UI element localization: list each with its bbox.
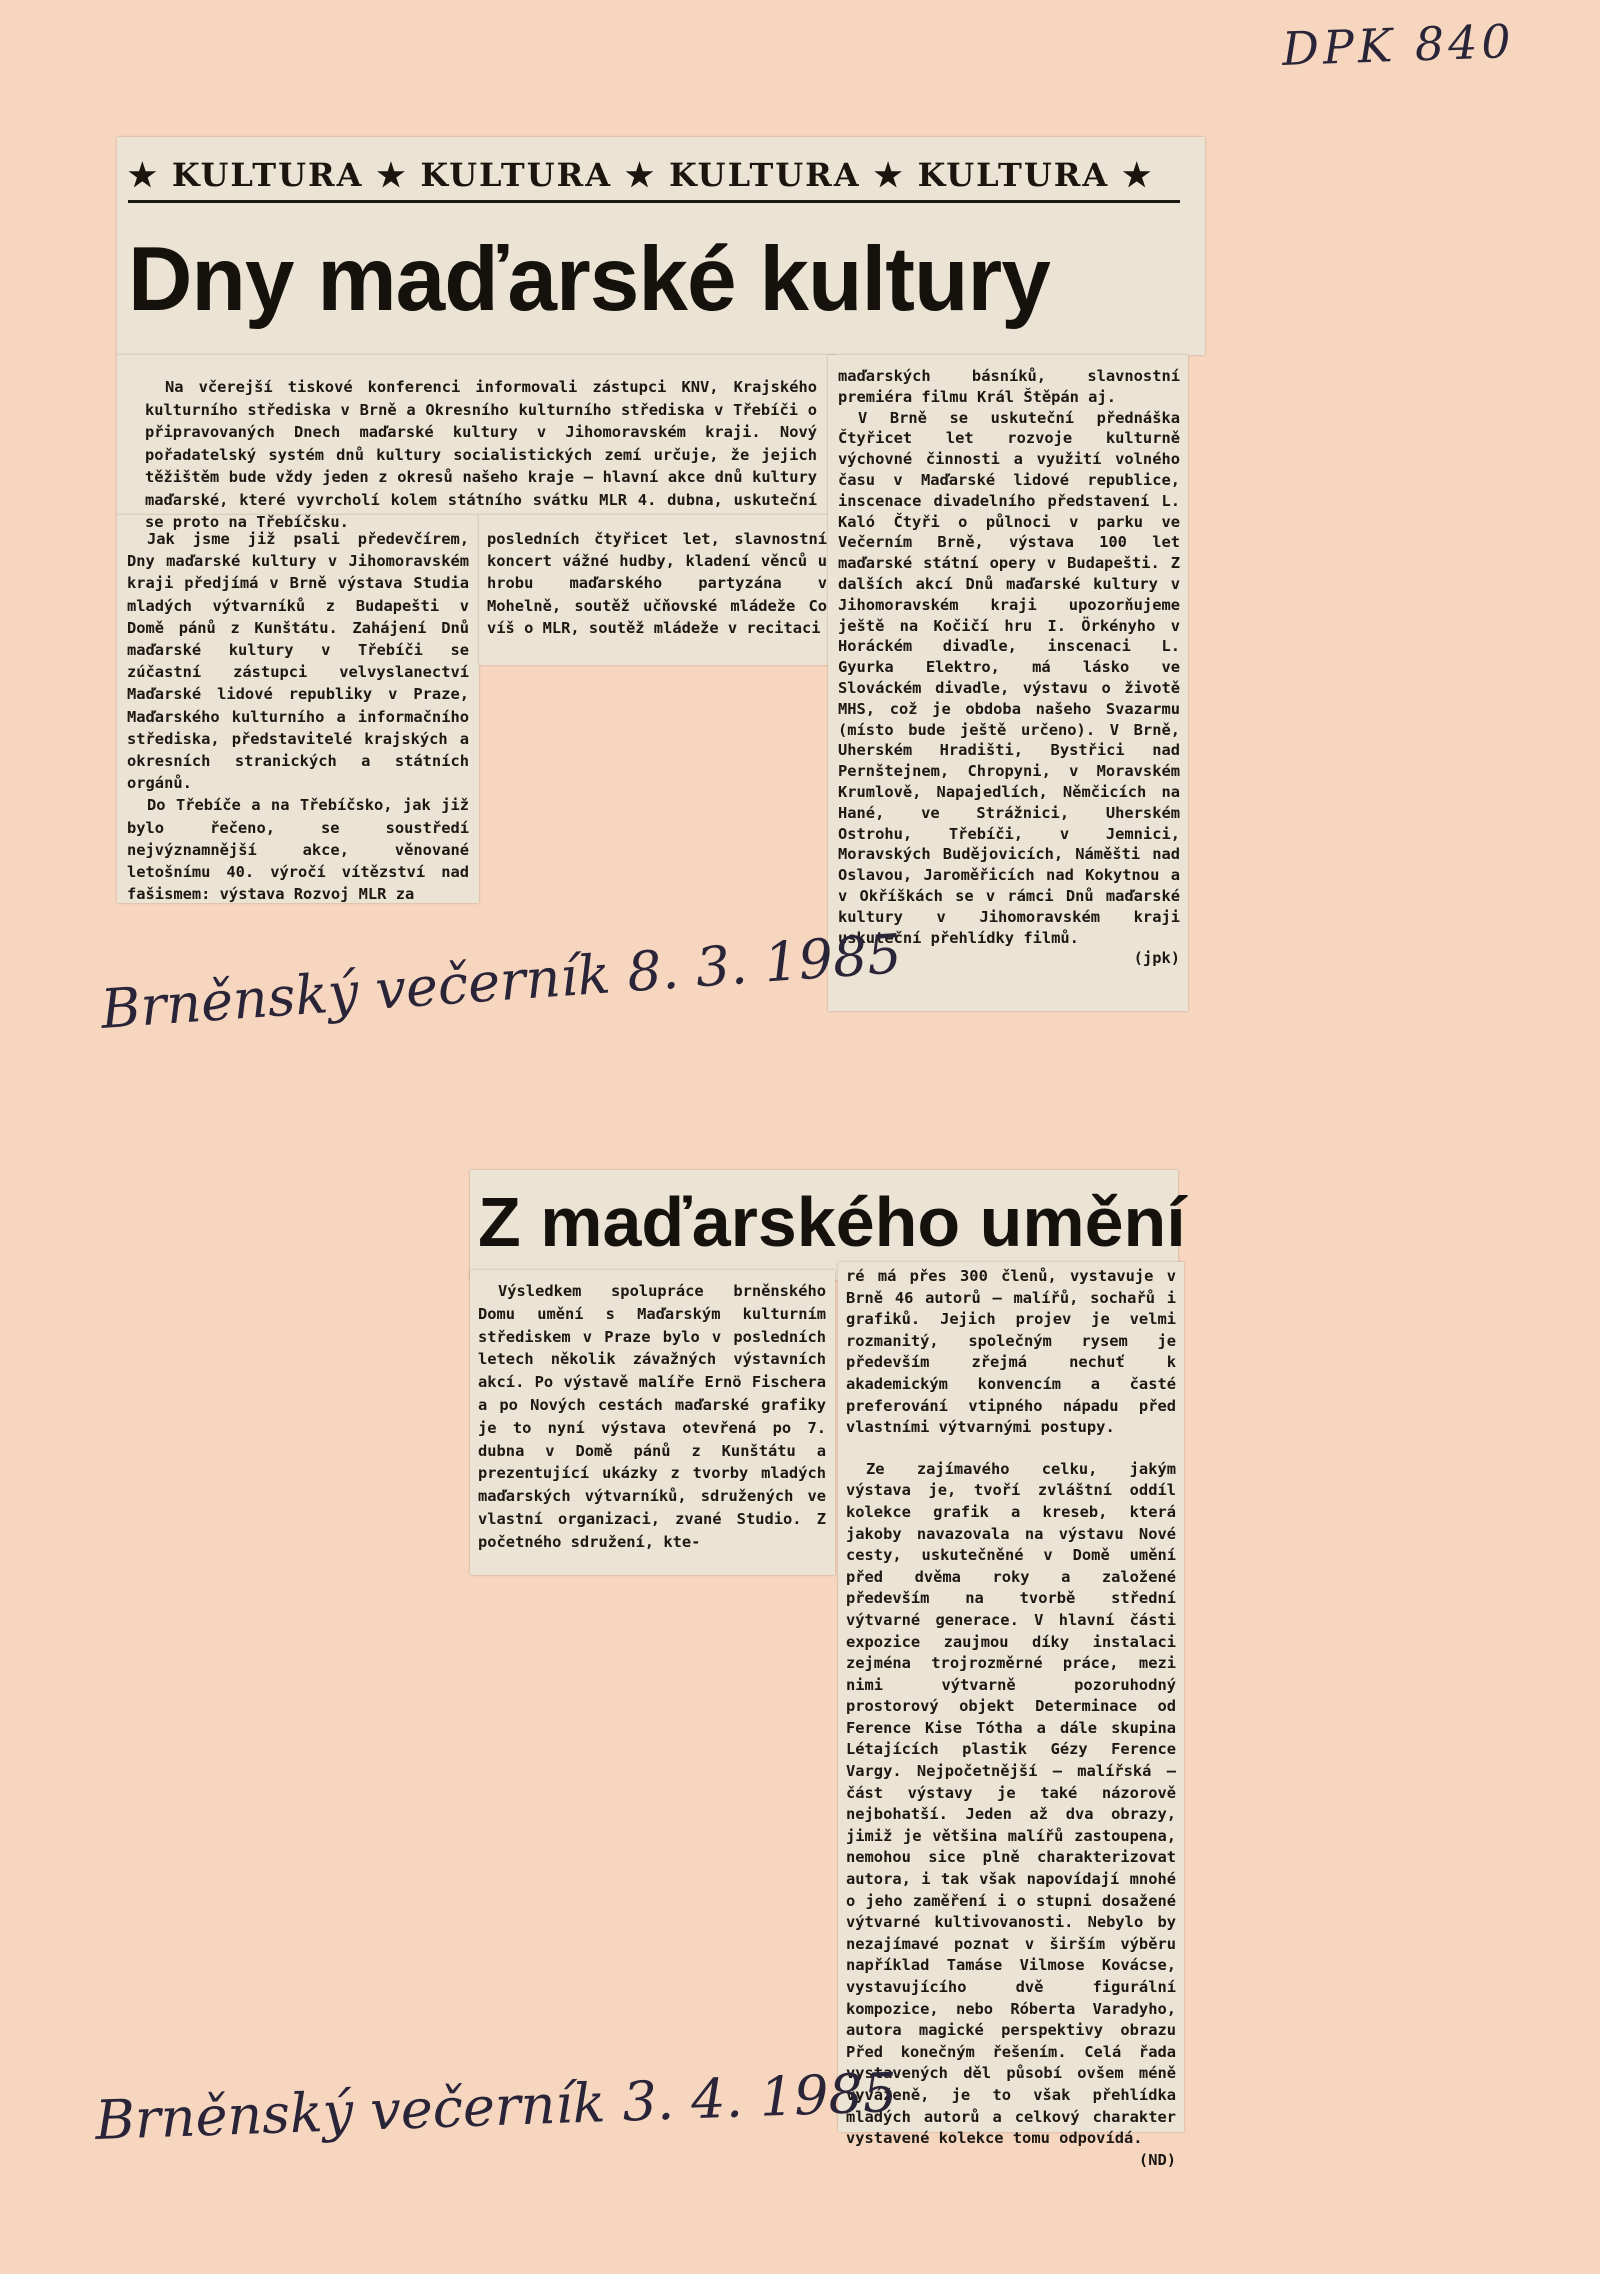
article1-right-column	[838, 366, 1180, 969]
article2-right-paragraph-2: Ze zajímavého celku, jakým výstava je, tvoří zvláštní oddíl kolekce grafik a kreseb, která jakoby navazovala na výstavu Nové cesty, uskutečněné v Domě umění před dvěma roky a založené především na tvorbě střední výtvarné generace. V hlavní části expozice zaujmou díky instalaci zejména trojrozměrné práce, mezi nimi výtvarně pozoruhodný prostorový objekt Determinace od Ference Kise Tótha a dále skupina Létajících plastik Gézy Ference Vargy. Nejpočetnější — malířská — část výstavy je také názorově nejbohatší. Jeden až dva obrazy, jimiž je většina malířů zastoupena, nemohou sice plně charakterizovat autora, i tak však napovídají mnohé o jeho zaměření i o stupni dosažené výtvarné kultivovanosti. Nebylo by nezajímavé poznat v širším výběru například Tamáse Vilmose Kovácse, vystavujícího dvě figurální kompozice, nebo Róberta Varadyho, autora magické perspektivy obrazu Před konečným řešením. Celá řada vystavených děl působí ovšem méně vyváženě, je to však přehlídka mladých autorů a celkový charakter vystavené kolekce tomu odpovídá.	[846, 1459, 1176, 2148]
article1-middle-column	[487, 528, 827, 639]
handwritten-source-note-2: Brněnský večerník 3. 4. 1985	[94, 2061, 899, 2152]
article1-signature: (jpk)	[1133, 949, 1180, 968]
handwritten-source-note-1: Brněnský večerník 8. 3. 1985	[98, 922, 904, 1041]
article1-right-paragraph-1: maďarských básníků, slavnostní premiéra filmu Král Štěpán aj.	[838, 367, 1180, 406]
article1-title: Dny maďarské kultury	[128, 229, 1050, 330]
article1-left-paragraph-2: Do Třebíče a na Třebíčsko, jak již bylo řečeno, se soustředí nejvýznamnější akce, věnované letošnímu 40. výročí vítězství nad fašismem: výstava Rozvoj MLR za	[127, 796, 469, 904]
article1-right-paragraph-2: V Brně se uskuteční přednáška Čtyřicet let rozvoje kulturně výchovné činnosti a využití volného času v Maďarské lidové republice, inscenace divadelního představení L. Kaló Čtyři o půlnoci v parku ve Večerním Brně, výstava 100 let maďarské státní opery v Budapešti. Z dalších akcí Dnů maďarské kultury v Jihomoravském kraji upozorňujeme ještě na Kočičí hru I. Örkényho v Horáckém divadle, inscenaci L. Gyurka Elektro, má lásko ve Slováckém divadle, výstavu o životě MHS, což je obdoba našeho Svazarmu (místo bude ještě určeno). V Brně, Uherském Hradišti, Bystřici nad Pernštejnem, Chropyni, v Moravském Krumlově, Napajedlích, Němčicích na Hané, ve Strážnici, Uherském Ostrohu, Třebíči, v Jemnici, Moravských Budějovicích, Náměšti nad Oslavou, Jaroměřicích nad Kokytnou a v Okříškách se v rámci Dnů maďarské kultury v Jihomoravském kraji uskuteční přehlídky filmů.	[838, 408, 1180, 947]
article2-right-paragraph-1: ré má přes 300 členů, vystavuje v Brně 46 autorů — malířů, sochařů i grafiků. Jejich projev je velmi rozmanitý, společným rysem je především zřejmá nechuť k akademickým konvencím a časté preferování vtipného nápadu před vlastními výtvarnými postupy.	[846, 1267, 1176, 1437]
article2-signature: (ND)	[1138, 2150, 1176, 2169]
article1-lead	[145, 376, 817, 534]
article2-right-column	[846, 1266, 1176, 2171]
article1-left-paragraph-1: Jak jsme již psali předevčírem, Dny maďarské kultury v Jihomoravském kraji předjímá v Brně výstava Studia mladých výtvarníků z Budapešti v Domě pánů z Kunštátu. Zahájení Dnů maďarské kultury v Třebíči se zúčastní zástupci velvyslanectví Maďarské lidové republiky v Praze, Maďarského kulturního a informačního střediska, představitelé krajských a okresních stranických a státních orgánů.	[127, 530, 469, 793]
archive-code-handwritten: DPK 840	[1281, 13, 1516, 77]
article1-left-column	[127, 528, 469, 905]
article2-title: Z maďarského umění	[478, 1183, 1186, 1261]
article2-left-column	[478, 1280, 826, 1554]
article2-left-paragraph: Výsledkem spolupráce brněnského Domu umění s Maďarským kulturním střediskem v Praze bylo v posledních letech několik závažných výstavních akcí. Po výstavě malíře Ernö Fischera a po Nových cestách maďarské grafiky je to nyní výstava otevřená po 7. dubna v Domě pánů z Kunštátu a prezentující ukázky z tvorby mladých maďarských výtvarníků, sdružených ve vlastní organizaci, zvané Studio. Z početného sdružení, kte-	[478, 1282, 826, 1551]
article1-lead-paragraph: Na včerejší tiskové konferenci informovali zástupci KNV, Krajského kulturního střediska v Brně a Okresního kulturního střediska v Třebíči o připravovaných Dnech maďarské kultury v Jihomoravském kraji. Nový pořadatelský systém dnů kultury socialistických zemí určuje, že jejich těžištěm bude vždy jeden z okresů našeho kraje — hlavní akce dnů kultury maďarské, které vyvrcholí kolem státního svátku MLR 4. dubna, uskuteční se proto na Třebíčsku.	[145, 378, 817, 531]
kultura-banner: ★ KULTURA ★ KULTURA ★ KULTURA ★ KULTURA ★	[128, 156, 1180, 203]
article1-middle-paragraph: posledních čtyřicet let, slavnostní koncert vážné hudby, kladení věnců u hrobu maďarského partyzána v Mohelně, soutěž učňovské mládeže Co víš o MLR, soutěž mládeže v recitaci	[487, 530, 827, 637]
